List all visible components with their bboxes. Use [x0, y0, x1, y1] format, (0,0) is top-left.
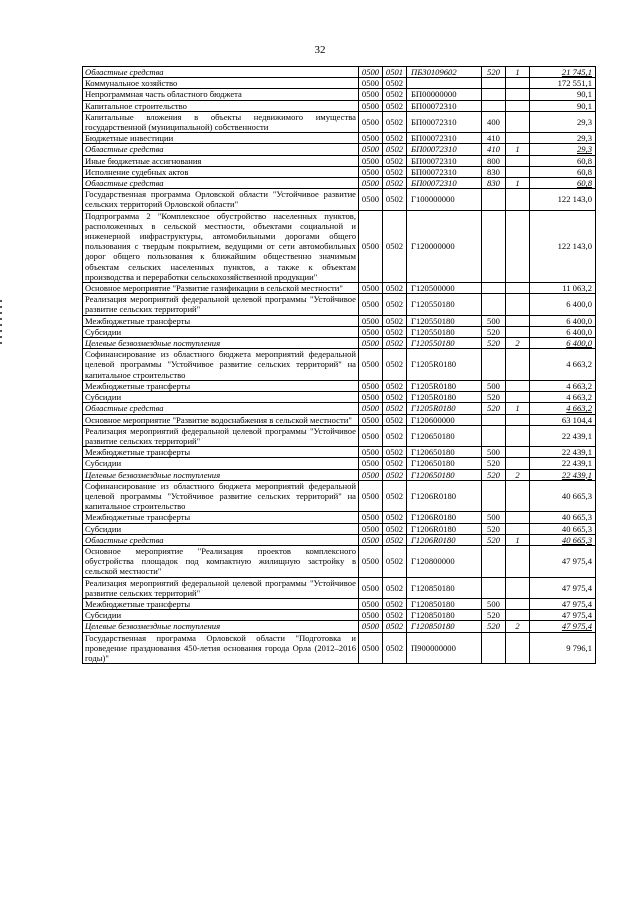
expense-type-code: 500: [482, 512, 506, 523]
funding-source-code: [506, 598, 530, 609]
funding-source-code: [506, 425, 530, 446]
funding-source-code: [506, 166, 530, 177]
table-row: [83, 447, 596, 458]
item-name: Межбюджетные трансферты: [83, 315, 359, 326]
funding-source-code: [506, 512, 530, 523]
amount-value: 60,8: [530, 155, 596, 166]
section-code: 0500: [359, 338, 383, 349]
expense-type-code: [482, 210, 506, 282]
target-article-code: Г1206R0180: [407, 523, 482, 534]
expense-type-code: [482, 78, 506, 89]
table-row: [83, 425, 596, 446]
expense-type-code: [482, 414, 506, 425]
table-row: [83, 545, 596, 577]
subsection-code: 0502: [383, 338, 407, 349]
amount-value: 22 439,1: [530, 469, 596, 480]
funding-source-code: [506, 458, 530, 469]
amount-value: 40 665,3: [530, 512, 596, 523]
table-row: [83, 100, 596, 111]
item-name: Софинансирование из областного бюджета мероприятий федеральной целевой программы "Устойчивое развитие сельских территорий" на капитальное строительство: [83, 480, 359, 512]
funding-source-code: [506, 133, 530, 144]
expense-type-code: 520: [482, 326, 506, 337]
funding-source-code: 1: [506, 403, 530, 414]
subsection-code: 0502: [383, 545, 407, 577]
expense-type-code: 520: [482, 338, 506, 349]
expense-type-code: [482, 577, 506, 598]
expense-type-code: 410: [482, 133, 506, 144]
amount-value: 29,3: [530, 144, 596, 155]
item-name: Субсидии: [83, 458, 359, 469]
table-row: [83, 178, 596, 189]
funding-source-code: [506, 414, 530, 425]
item-name: Реализация мероприятий федеральной целевой программы "Устойчивое развитие сельских территорий": [83, 294, 359, 315]
funding-source-code: 1: [506, 178, 530, 189]
amount-value: 47 975,4: [530, 621, 596, 632]
amount-value: 6 400,0: [530, 294, 596, 315]
expense-type-code: 520: [482, 458, 506, 469]
item-name: Межбюджетные трансферты: [83, 380, 359, 391]
funding-source-code: [506, 155, 530, 166]
section-code: 0500: [359, 283, 383, 294]
item-name: Субсидии: [83, 610, 359, 621]
target-article-code: Г120550180: [407, 326, 482, 337]
expense-type-code: 520: [482, 610, 506, 621]
table-row: [83, 338, 596, 349]
amount-value: 6 400,0: [530, 315, 596, 326]
amount-value: 11 063,2: [530, 283, 596, 294]
expense-type-code: [482, 349, 506, 381]
item-name: Целевые безвозмездные поступления: [83, 338, 359, 349]
subsection-code: 0502: [383, 294, 407, 315]
funding-source-code: [506, 380, 530, 391]
subsection-code: 0502: [383, 598, 407, 609]
subsection-code: 0502: [383, 326, 407, 337]
section-code: 0500: [359, 469, 383, 480]
subsection-code: 0502: [383, 78, 407, 89]
table-row: [83, 144, 596, 155]
funding-source-code: [506, 545, 530, 577]
subsection-code: 0502: [383, 458, 407, 469]
target-article-code: Г1205R0180: [407, 349, 482, 381]
amount-value: 63 104,4: [530, 414, 596, 425]
amount-value: 47 975,4: [530, 598, 596, 609]
amount-value: 22 439,1: [530, 458, 596, 469]
subsection-code: 0502: [383, 315, 407, 326]
item-name: Иные бюджетные ассигнования: [83, 155, 359, 166]
page-number: 32: [314, 44, 326, 56]
section-code: 0500: [359, 534, 383, 545]
table-row: [83, 480, 596, 512]
subsection-code: 0502: [383, 166, 407, 177]
section-code: 0500: [359, 458, 383, 469]
subsection-code: 0502: [383, 425, 407, 446]
target-article-code: Г120500000: [407, 283, 482, 294]
item-name: Государственная программа Орловской области "Подготовка и проведение празднования 450-летия основания города Орла (2012–2016 годы)": [83, 632, 359, 664]
expense-type-code: [482, 632, 506, 664]
section-code: 0500: [359, 598, 383, 609]
expense-type-code: 500: [482, 380, 506, 391]
funding-source-code: 2: [506, 621, 530, 632]
expense-type-code: 500: [482, 598, 506, 609]
table-row: [83, 210, 596, 282]
expense-type-code: 410: [482, 144, 506, 155]
subsection-code: 0502: [383, 480, 407, 512]
funding-source-code: [506, 283, 530, 294]
amount-value: 172 551,1: [530, 78, 596, 89]
subsection-code: 0502: [383, 577, 407, 598]
table-row: [83, 621, 596, 632]
item-name: Государственная программа Орловской области "Устойчивое развитие сельских территорий Орловской области": [83, 189, 359, 210]
subsection-code: 0502: [383, 283, 407, 294]
table-row: [83, 632, 596, 664]
target-article-code: Г1206R0180: [407, 534, 482, 545]
subsection-code: 0502: [383, 512, 407, 523]
funding-source-code: [506, 100, 530, 111]
subsection-code: 0502: [383, 380, 407, 391]
item-name: Софинансирование из областного бюджета мероприятий федеральной целевой программы "Устойчивое развитие сельских территорий" на капитальное строительство: [83, 349, 359, 381]
expense-type-code: 500: [482, 447, 506, 458]
item-name: Областные средства: [83, 534, 359, 545]
target-article-code: Г120850180: [407, 577, 482, 598]
funding-source-code: [506, 392, 530, 403]
target-article-code: БП00072310: [407, 155, 482, 166]
subsection-code: 0502: [383, 523, 407, 534]
amount-value: 40 665,3: [530, 534, 596, 545]
amount-value: 29,3: [530, 133, 596, 144]
target-article-code: Г100000000: [407, 189, 482, 210]
budget-table: [82, 66, 596, 664]
item-name: Областные средства: [83, 403, 359, 414]
item-name: Капитальное строительство: [83, 100, 359, 111]
item-name: Межбюджетные трансферты: [83, 598, 359, 609]
table-row: [83, 326, 596, 337]
amount-value: 47 975,4: [530, 577, 596, 598]
target-article-code: Г120650180: [407, 425, 482, 446]
item-name: Субсидии: [83, 523, 359, 534]
amount-value: 21 745,1: [530, 67, 596, 78]
section-code: 0500: [359, 577, 383, 598]
funding-source-code: [506, 577, 530, 598]
funding-source-code: 1: [506, 67, 530, 78]
target-article-code: Г120600000: [407, 414, 482, 425]
expense-type-code: 520: [482, 392, 506, 403]
section-code: 0500: [359, 545, 383, 577]
table-row: [83, 403, 596, 414]
funding-source-code: 1: [506, 534, 530, 545]
target-article-code: ПБ30109602: [407, 67, 482, 78]
table-row: [83, 512, 596, 523]
section-code: 0500: [359, 189, 383, 210]
table-row: [83, 598, 596, 609]
table-row: [83, 67, 596, 78]
subsection-code: 0502: [383, 133, 407, 144]
expense-type-code: 800: [482, 155, 506, 166]
funding-source-code: 1: [506, 144, 530, 155]
item-name: Реализация мероприятий федеральной целевой программы "Устойчивое развитие сельских территорий": [83, 577, 359, 598]
item-name: Межбюджетные трансферты: [83, 447, 359, 458]
amount-value: 4 663,2: [530, 349, 596, 381]
amount-value: 6 400,0: [530, 326, 596, 337]
item-name: Коммунальное хозяйство: [83, 78, 359, 89]
expense-type-code: 400: [482, 111, 506, 132]
target-article-code: Г120800000: [407, 545, 482, 577]
target-article-code: Г1205R0180: [407, 380, 482, 391]
funding-source-code: [506, 447, 530, 458]
item-name: Целевые безвозмездные поступления: [83, 621, 359, 632]
budget-table-body: [83, 67, 596, 664]
section-code: 0500: [359, 166, 383, 177]
amount-value: 90,1: [530, 89, 596, 100]
amount-value: 90,1: [530, 100, 596, 111]
subsection-code: 0502: [383, 610, 407, 621]
amount-value: 22 439,1: [530, 425, 596, 446]
table-row: [83, 349, 596, 381]
expense-type-code: [482, 89, 506, 100]
amount-value: 60,8: [530, 178, 596, 189]
funding-source-code: [506, 189, 530, 210]
table-row: [83, 189, 596, 210]
section-code: 0500: [359, 512, 383, 523]
target-article-code: БП00072310: [407, 144, 482, 155]
table-row: [83, 469, 596, 480]
amount-value: 122 143,0: [530, 189, 596, 210]
section-code: 0500: [359, 133, 383, 144]
section-code: 0500: [359, 178, 383, 189]
item-name: Целевые безвозмездные поступления: [83, 469, 359, 480]
expense-type-code: 520: [482, 523, 506, 534]
expense-type-code: [482, 294, 506, 315]
funding-source-code: [506, 210, 530, 282]
funding-source-code: 2: [506, 338, 530, 349]
expense-type-code: [482, 283, 506, 294]
amount-value: 4 663,2: [530, 403, 596, 414]
item-name: Межбюджетные трансферты: [83, 512, 359, 523]
funding-source-code: [506, 480, 530, 512]
section-code: 0500: [359, 89, 383, 100]
target-article-code: Г120650180: [407, 458, 482, 469]
target-article-code: Г120550180: [407, 338, 482, 349]
expense-type-code: 830: [482, 166, 506, 177]
item-name: Исполнение судебных актов: [83, 166, 359, 177]
section-code: 0500: [359, 621, 383, 632]
subsection-code: 0502: [383, 469, 407, 480]
table-row: [83, 534, 596, 545]
subsection-code: 0502: [383, 144, 407, 155]
section-code: 0500: [359, 326, 383, 337]
target-article-code: БП00072310: [407, 111, 482, 132]
amount-value: 47 975,4: [530, 610, 596, 621]
section-code: 0500: [359, 380, 383, 391]
table-row: [83, 133, 596, 144]
target-article-code: Г120000000: [407, 210, 482, 282]
table-row: [83, 577, 596, 598]
subsection-code: 0502: [383, 392, 407, 403]
subsection-code: 0502: [383, 89, 407, 100]
table-row: [83, 155, 596, 166]
funding-source-code: [506, 294, 530, 315]
expense-type-code: 520: [482, 469, 506, 480]
item-name: Реализация мероприятий федеральной целевой программы "Устойчивое развитие сельских территорий": [83, 425, 359, 446]
subsection-code: 0502: [383, 632, 407, 664]
amount-value: 4 663,2: [530, 392, 596, 403]
section-code: 0500: [359, 144, 383, 155]
funding-source-code: [506, 326, 530, 337]
table-row: [83, 414, 596, 425]
target-article-code: [407, 78, 482, 89]
expense-type-code: 520: [482, 534, 506, 545]
item-name: Областные средства: [83, 67, 359, 78]
target-article-code: Г120850180: [407, 598, 482, 609]
target-article-code: П900000000: [407, 632, 482, 664]
target-article-code: БП00072310: [407, 166, 482, 177]
item-name: Основное мероприятие "Реализация проектов комплексного обустройства площадок под компактную жилищную застройку в сельской местности": [83, 545, 359, 577]
section-code: 0500: [359, 294, 383, 315]
target-article-code: Г120550180: [407, 315, 482, 326]
section-code: 0500: [359, 315, 383, 326]
subsection-code: 0501: [383, 67, 407, 78]
target-article-code: БП00000000: [407, 89, 482, 100]
target-article-code: Г120550180: [407, 294, 482, 315]
amount-value: 60,8: [530, 166, 596, 177]
item-name: Подпрограмма 2 "Комплексное обустройство населенных пунктов, расположенных в сельской местности, объектами социальной и инженерной инфраструктуры, автомобильными дорогами общего пользования с твердым покрытием, ведущими от сети автомобильных дорог общего пользования к ближайшим общественно значимым объектам сельских населенных пунктов, а также к объектам производства и переработки сельскохозяйственной продукции": [83, 210, 359, 282]
table-row: [83, 111, 596, 132]
expense-type-code: 500: [482, 315, 506, 326]
section-code: 0500: [359, 111, 383, 132]
amount-value: 40 665,3: [530, 523, 596, 534]
target-article-code: Г1205R0180: [407, 392, 482, 403]
table-row: [83, 283, 596, 294]
subsection-code: 0502: [383, 210, 407, 282]
section-code: 0500: [359, 392, 383, 403]
section-code: 0500: [359, 480, 383, 512]
funding-source-code: [506, 632, 530, 664]
subsection-code: 0502: [383, 534, 407, 545]
table-row: [83, 78, 596, 89]
expense-type-code: [482, 100, 506, 111]
item-name: Субсидии: [83, 326, 359, 337]
amount-value: 40 665,3: [530, 480, 596, 512]
table-row: [83, 610, 596, 621]
table-row: [83, 392, 596, 403]
target-article-code: БП00072310: [407, 178, 482, 189]
subsection-code: 0502: [383, 155, 407, 166]
expense-type-code: 520: [482, 403, 506, 414]
funding-source-code: [506, 89, 530, 100]
item-name: Областные средства: [83, 144, 359, 155]
section-code: 0500: [359, 610, 383, 621]
section-code: 0500: [359, 210, 383, 282]
section-code: 0500: [359, 632, 383, 664]
section-code: 0500: [359, 100, 383, 111]
target-article-code: Г120850180: [407, 610, 482, 621]
section-code: 0500: [359, 67, 383, 78]
section-code: 0500: [359, 349, 383, 381]
subsection-code: 0502: [383, 621, 407, 632]
item-name: Основное мероприятие "Развитие водоснабжения в сельской местности": [83, 414, 359, 425]
expense-type-code: [482, 425, 506, 446]
expense-type-code: 520: [482, 67, 506, 78]
funding-source-code: [506, 523, 530, 534]
section-code: 0500: [359, 414, 383, 425]
table-row: [83, 458, 596, 469]
target-article-code: БП00072310: [407, 100, 482, 111]
amount-value: 4 663,2: [530, 380, 596, 391]
amount-value: 29,3: [530, 111, 596, 132]
amount-value: 6 400,0: [530, 338, 596, 349]
target-article-code: Г1206R0180: [407, 480, 482, 512]
subsection-code: 0502: [383, 100, 407, 111]
funding-source-code: [506, 111, 530, 132]
section-code: 0500: [359, 447, 383, 458]
expense-type-code: [482, 189, 506, 210]
subsection-code: 0502: [383, 111, 407, 132]
table-row: [83, 166, 596, 177]
item-name: Субсидии: [83, 392, 359, 403]
item-name: Бюджетные инвестиции: [83, 133, 359, 144]
item-name: Областные средства: [83, 178, 359, 189]
table-row: [83, 315, 596, 326]
expense-type-code: 830: [482, 178, 506, 189]
subsection-code: 0502: [383, 414, 407, 425]
target-article-code: Г120650180: [407, 469, 482, 480]
section-code: 0500: [359, 523, 383, 534]
target-article-code: Г1205R0180: [407, 403, 482, 414]
funding-source-code: [506, 315, 530, 326]
amount-value: 9 796,1: [530, 632, 596, 664]
binder-marks: [0, 300, 3, 600]
item-name: Основное мероприятие "Развитие газификации в сельской местности": [83, 283, 359, 294]
table-row: [83, 294, 596, 315]
table-row: [83, 523, 596, 534]
subsection-code: 0502: [383, 189, 407, 210]
item-name: Непрограммная часть областного бюджета: [83, 89, 359, 100]
expense-type-code: [482, 480, 506, 512]
amount-value: 122 143,0: [530, 210, 596, 282]
subsection-code: 0502: [383, 447, 407, 458]
subsection-code: 0502: [383, 178, 407, 189]
table-row: [83, 380, 596, 391]
amount-value: 47 975,4: [530, 545, 596, 577]
subsection-code: 0502: [383, 349, 407, 381]
section-code: 0500: [359, 155, 383, 166]
amount-value: 22 439,1: [530, 447, 596, 458]
table-row: [83, 89, 596, 100]
target-article-code: Г120850180: [407, 621, 482, 632]
item-name: Капитальные вложения в объекты недвижимого имущества государственной (муниципальной) собственности: [83, 111, 359, 132]
funding-source-code: 2: [506, 469, 530, 480]
subsection-code: 0502: [383, 403, 407, 414]
funding-source-code: [506, 349, 530, 381]
funding-source-code: [506, 610, 530, 621]
expense-type-code: [482, 545, 506, 577]
section-code: 0500: [359, 425, 383, 446]
target-article-code: Г120650180: [407, 447, 482, 458]
section-code: 0500: [359, 78, 383, 89]
section-code: 0500: [359, 403, 383, 414]
funding-source-code: [506, 78, 530, 89]
expense-type-code: 520: [482, 621, 506, 632]
target-article-code: БП00072310: [407, 133, 482, 144]
target-article-code: Г1206R0180: [407, 512, 482, 523]
